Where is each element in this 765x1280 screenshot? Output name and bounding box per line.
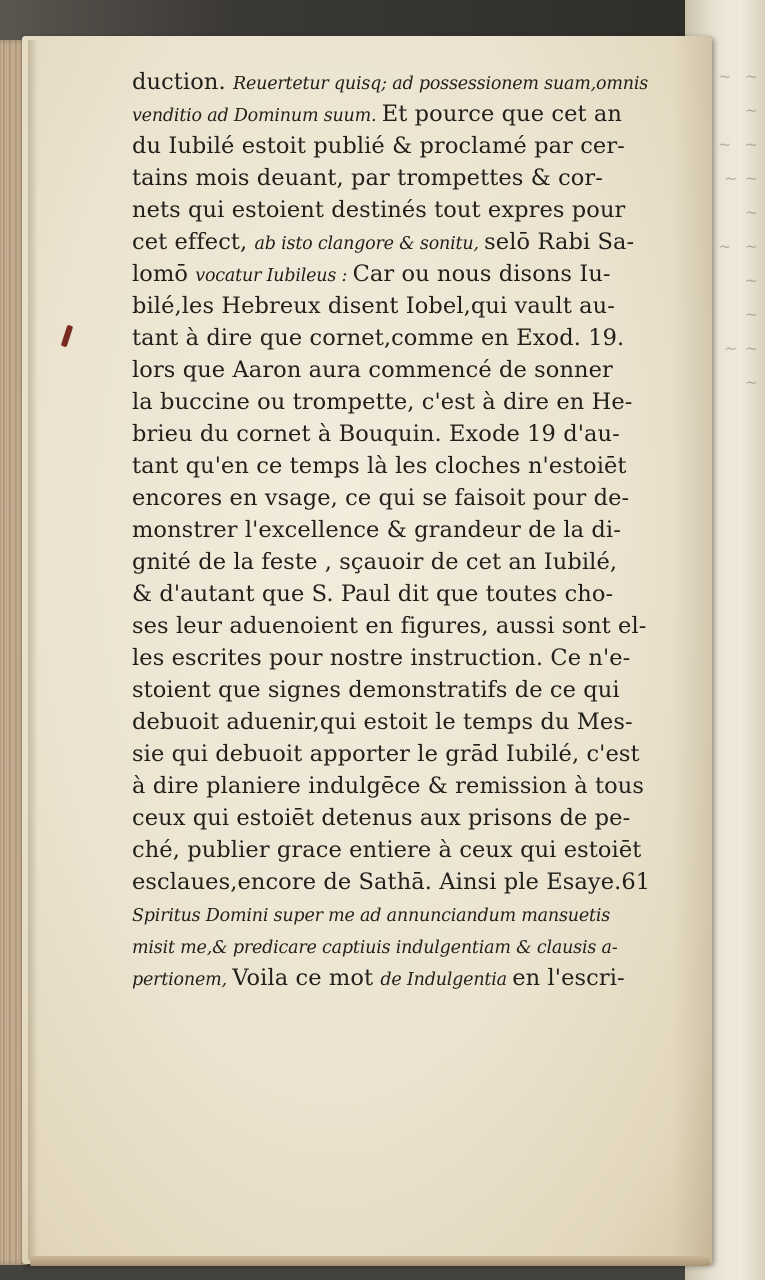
roman-span: Voila ce mot bbox=[232, 965, 381, 991]
text-line-6 bbox=[132, 226, 700, 258]
italic-span: venditio ad Dominum suum. bbox=[132, 106, 382, 126]
roman-span: Car ou nous disons Iu- bbox=[352, 261, 611, 287]
roman-span: nets qui estoient destinés tout expres pour bbox=[132, 197, 626, 223]
text-line-11 bbox=[132, 386, 700, 418]
text-line-17 bbox=[132, 578, 700, 610]
text-line-15 bbox=[132, 514, 700, 546]
scanner-background-top bbox=[0, 0, 765, 40]
text-line-24 bbox=[132, 802, 700, 834]
italic-span: vocatur Iubileus : bbox=[195, 266, 353, 286]
roman-span: bilé,les Hebreux disent Iobel,qui vault au- bbox=[132, 293, 615, 319]
roman-span: esclaues,encore de Sathā. Ainsi ple Esaye.61 bbox=[132, 869, 651, 895]
roman-span: tant à dire que cornet,comme en Exod. 19. bbox=[132, 325, 625, 351]
roman-span: lomō bbox=[132, 261, 196, 287]
text-line-20 bbox=[132, 674, 700, 706]
roman-span: monstrer l'excellence & grandeur de la di- bbox=[132, 517, 621, 543]
italic-span: pertionem, bbox=[132, 970, 233, 990]
text-line-18 bbox=[132, 610, 700, 642]
roman-span: en l'escri- bbox=[512, 965, 625, 991]
roman-span: debuoit aduenir,qui estoit le temps du Mes- bbox=[132, 709, 633, 735]
roman-span: & d'autant que S. Paul dit que toutes cho- bbox=[132, 581, 614, 607]
text-line-16 bbox=[132, 546, 700, 578]
roman-span: gnité de la feste , sçauoir de cet an Iubilé, bbox=[132, 549, 618, 575]
text-line-8 bbox=[132, 290, 700, 322]
page-bottom-edge bbox=[30, 1256, 710, 1266]
italic-span: Reuertetur quisq; ad possessionem suam,omnis bbox=[232, 74, 648, 94]
roman-span: cet effect, bbox=[132, 229, 255, 255]
text-line-10 bbox=[132, 354, 700, 386]
roman-span: lors que Aaron aura commencé de sonner bbox=[132, 357, 613, 383]
text-line-22 bbox=[132, 738, 700, 770]
page-text-block bbox=[132, 66, 700, 994]
facing-page-bleed: ~ ~ ~ ~ ~ ~ ~ ~ ~ ~ ~ ~ ~ ~ ~ bbox=[718, 67, 759, 392]
text-line-25 bbox=[132, 834, 700, 866]
roman-span: les escrites pour nostre instruction. Ce n'e- bbox=[132, 645, 631, 671]
text-line-1 bbox=[132, 66, 700, 98]
roman-span: la buccine ou trompette, c'est à dire en He- bbox=[132, 389, 633, 415]
roman-span: ceux qui estoiēt detenus aux prisons de pe- bbox=[132, 805, 631, 831]
roman-span: encores en vsage, ce qui se faisoit pour de- bbox=[132, 485, 630, 511]
text-line-19 bbox=[132, 642, 700, 674]
text-line-13 bbox=[132, 450, 700, 482]
text-line-2 bbox=[132, 98, 700, 130]
roman-span: ses leur aduenoient en figures, aussi sont el- bbox=[132, 613, 647, 639]
text-line-23 bbox=[132, 770, 700, 802]
text-line-9 bbox=[132, 322, 700, 354]
roman-span: stoient que signes demonstratifs de ce qui bbox=[132, 677, 620, 703]
text-line-26 bbox=[132, 866, 700, 898]
italic-span: Spiritus Domini super me ad annunciandum mansuetis bbox=[132, 906, 611, 926]
roman-span: Et pource que cet an bbox=[381, 101, 623, 127]
text-line-29 bbox=[132, 962, 700, 994]
italic-span: ab isto clangore & sonitu, bbox=[254, 234, 485, 254]
text-line-4 bbox=[132, 162, 700, 194]
roman-span: tains mois deuant, par trompettes & cor- bbox=[132, 165, 603, 191]
roman-span: tant qu'en ce temps là les cloches n'estoiēt bbox=[132, 453, 627, 479]
italic-span: misit me,& predicare captiuis indulgentiam & clausis a- bbox=[132, 938, 618, 958]
roman-span: duction. bbox=[132, 69, 233, 95]
roman-span: brieu du cornet à Bouquin. Exode 19 d'au- bbox=[132, 421, 620, 447]
text-line-12 bbox=[132, 418, 700, 450]
text-line-7 bbox=[132, 258, 700, 290]
roman-span: selō Rabi Sa- bbox=[484, 229, 635, 255]
roman-span: sie qui debuoit apporter le grād Iubilé, c'est bbox=[132, 741, 640, 767]
roman-span: du Iubilé estoit publié & proclamé par cer- bbox=[132, 133, 625, 159]
italic-span: de Indulgentia bbox=[380, 970, 513, 990]
text-line-27 bbox=[132, 898, 700, 930]
page-gutter-shadow bbox=[28, 40, 38, 1260]
text-line-28 bbox=[132, 930, 700, 962]
roman-span: à dire planiere indulgēce & remission à tous bbox=[132, 773, 645, 799]
text-line-5 bbox=[132, 194, 700, 226]
text-line-21 bbox=[132, 706, 700, 738]
roman-span: ché, publier grace entiere à ceux qui estoiēt bbox=[132, 837, 642, 863]
text-line-14 bbox=[132, 482, 700, 514]
text-line-3 bbox=[132, 130, 700, 162]
